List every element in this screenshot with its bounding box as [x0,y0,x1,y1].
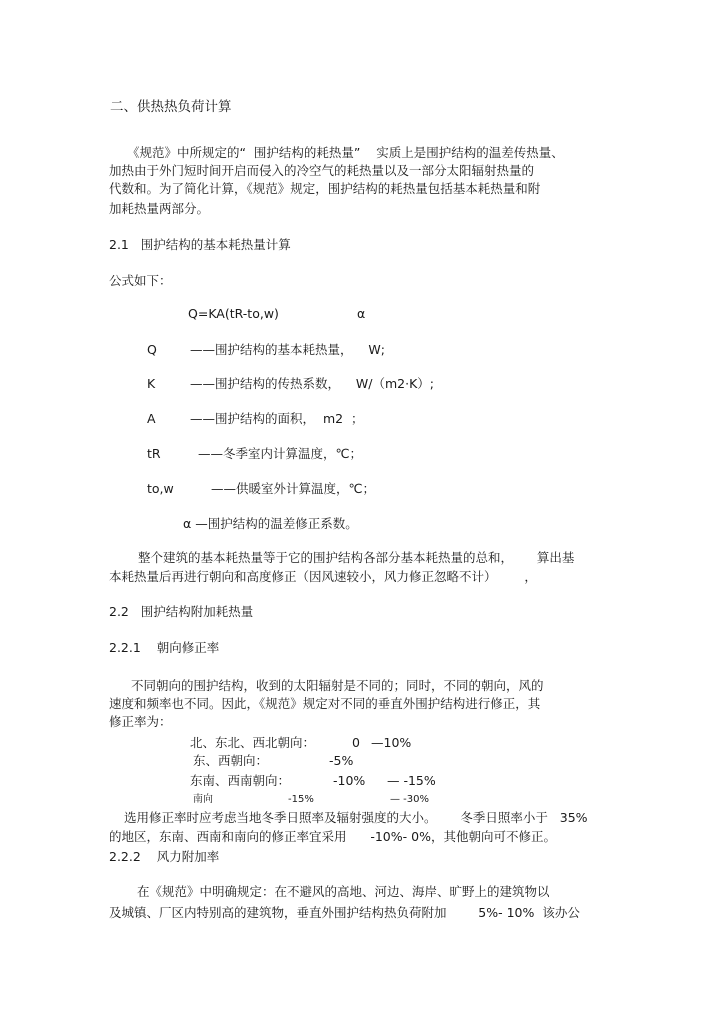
def-symbol-a: A [147,411,156,426]
def-symbol-tow: to,w [147,481,174,496]
rate-value-4a: -15% [288,794,314,805]
orientation-para-1: 不同朝向的围护结构，收到的太阳辐射是不同的；同时，不同的朝向，风的 [131,678,544,693]
rate-value-3b: — -15% [387,773,436,788]
def-desc-q: ——围护结构的基本耗热量， W; [190,342,385,357]
rate-direction-4: 南向 [193,794,213,805]
rate-value-4b: — -30% [390,794,430,805]
rate-direction-2: 东、西朝向： [193,753,269,768]
formula: Q=KA(tR-to,w) [188,306,279,321]
rate-value-3a: -10% [333,773,366,788]
summary-line-2: 本耗热量后再进行朝向和高度修正（因风速较小，风力修正忽略不计） ， [109,569,537,584]
formula-alpha: α [357,306,366,321]
intro-line-3: 代数和。为了简化计算，《规范》规定，围护结构的耗热量包括基本耗热量和附 [109,181,541,196]
rate-value-1a: 0 [352,735,360,750]
wind-para-1: 在《规范》中明确规定：在不避风的高地、河边、海岸、旷野上的建筑物以 [137,884,550,899]
rate-value-1b: —10% [371,735,412,750]
formula-intro: 公式如下： [109,273,172,288]
subsection-title-2-2: 2.2 围护结构附加耗热量 [109,604,254,619]
rate-direction-1: 北、东北、西北朝向： [190,735,316,750]
section-heading: 二、供热热负荷计算 [110,99,232,115]
rate-direction-3: 东南、西南朝向： [190,773,291,788]
def-desc-k: ——围护结构的传热系数， W/（m2·K）; [190,376,434,391]
def-symbol-k: K [147,376,156,391]
rate-value-2a: -5% [329,753,354,768]
subsection-title-2-2-1: 2.2.1 朝向修正率 [109,640,220,655]
orientation-para-3: 修正率为： [109,714,172,729]
def-symbol-tr: tR [147,446,161,461]
subsection-title-2-1: 2.1 围护结构的基本耗热量计算 [109,237,291,252]
summary-line-1: 整个建筑的基本耗热量等于它的围护结构各部分基本耗热量的总和， 算出基 [138,550,575,565]
selection-para-1: 选用修正率时应考虑当地冬季日照率及辐射强度的大小。 冬季日照率小于 35% [124,810,588,825]
def-desc-tow: ——供暖室外计算温度，℃； [211,481,376,496]
intro-line-1: 《规范》中所规定的“ 围护结构的耗热量” 实质上是围护结构的温差传热量、 [127,145,564,160]
def-desc-tr: ——冬季室内计算温度，℃； [198,446,363,461]
def-symbol-q: Q [147,342,157,357]
intro-line-2: 加热由于外门短时间开启而侵入的冷空气的耗热量以及一部分太阳辐射热量的 [109,163,535,178]
wind-para-2: 及城镇、厂区内特别高的建筑物，垂直外围护结构热负荷附加 5%- 10% 该办公 [109,905,580,920]
subsection-title-2-2-2: 2.2.2 风力附加率 [109,849,220,864]
orientation-para-2: 速度和频率也不同。因此，《规范》规定对不同的垂直外围护结构进行修正，其 [109,696,541,711]
intro-line-4: 加耗热量两部分。 [109,201,210,216]
selection-para-2: 的地区，东南、西南和南向的修正率宜采用 -10%- 0%，其他朝向可不修正。 [109,829,556,844]
alpha-definition: α —围护结构的温差修正系数。 [183,516,358,531]
def-desc-a: ——围护结构的面积， m2 ； [190,411,364,426]
